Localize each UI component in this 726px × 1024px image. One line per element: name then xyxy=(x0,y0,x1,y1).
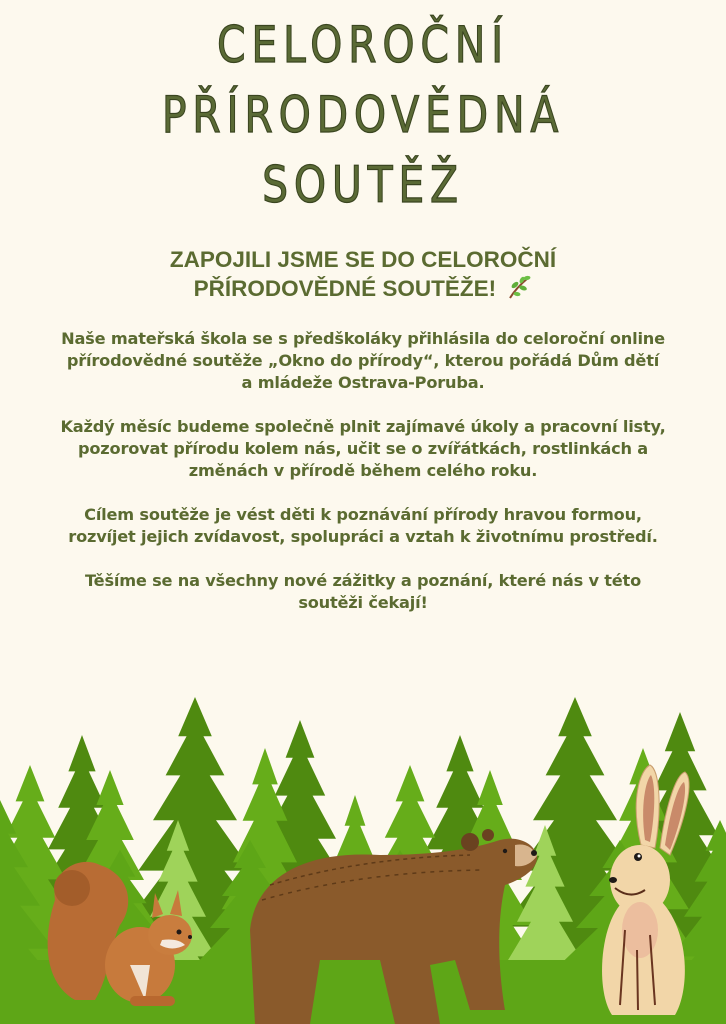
subtitle-line-1: ZAPOJILI JSME SE DO CELOROČNÍ xyxy=(169,247,557,272)
subtitle-line-2: PŘÍRODOVĚDNÉ SOUTĚŽE! xyxy=(193,276,497,301)
forest-illustration xyxy=(0,680,726,1024)
subtitle-line-2-wrap xyxy=(0,274,726,303)
title-line-2: PŘÍRODOVĚDNÁ xyxy=(161,86,565,144)
paragraph-2: Každý měsíc budeme společně plnit zajímavé úkoly a pracovní listy, pozorovat přírodu kolem nás, učit se o zvířátkách, rostlinkách a změnách v přírodě během celého roku. xyxy=(60,417,666,480)
subtitle xyxy=(0,246,726,303)
paragraph-4: Těšíme se na všechny nové zážitky a poznání, které nás v této soutěži čekají! xyxy=(84,571,642,612)
herb-leaf-icon xyxy=(506,274,532,300)
page-title xyxy=(65,10,660,220)
title-line-1: CELOROČNÍ xyxy=(217,16,509,74)
paragraph-3: Cílem soutěže je vést děti k poznávání přírody hravou formou, rozvíjet jejich zvídavost, spolupráci a vztah k životnímu prostředí. xyxy=(68,505,658,546)
title-line-3: SOUTĚŽ xyxy=(262,156,464,214)
body-text xyxy=(60,328,666,636)
paragraph-1: Naše mateřská škola se s předškoláky přihlásila do celoroční online přírodovědné soutěže „Okno do přírody“, kterou pořádá Dům dětí a mládeže Ostrava-Poruba. xyxy=(61,329,665,392)
